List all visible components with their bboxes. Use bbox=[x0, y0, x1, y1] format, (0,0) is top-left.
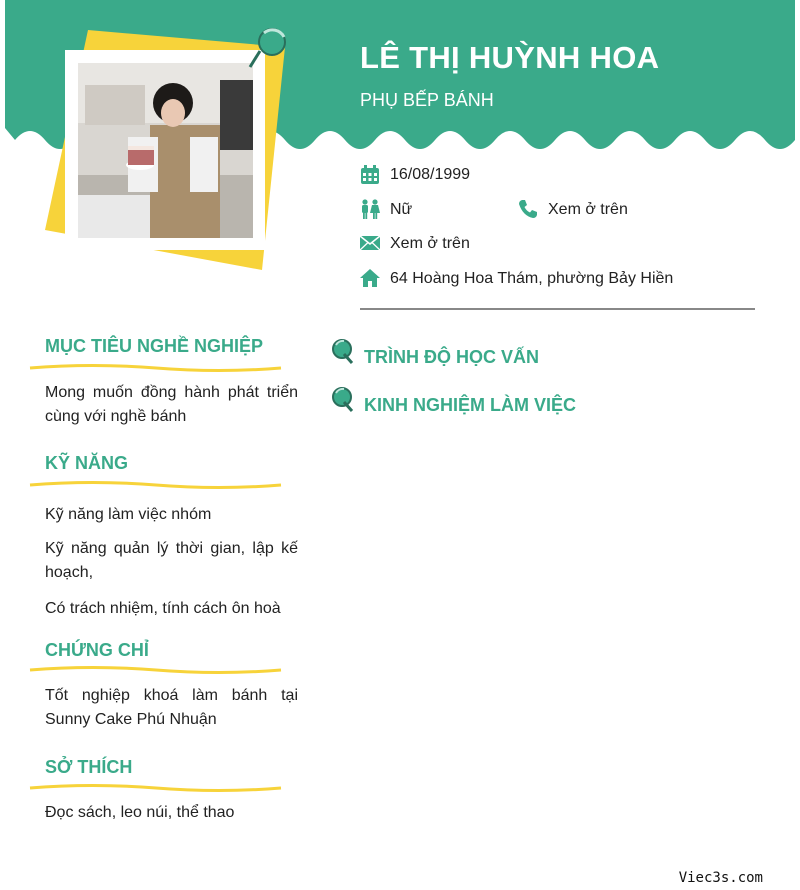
home-icon bbox=[360, 269, 380, 287]
avatar bbox=[78, 63, 253, 238]
dob-value: 16/08/1999 bbox=[390, 166, 471, 183]
skills-title: KỸ NĂNG bbox=[45, 453, 129, 473]
education-title: TRÌNH ĐỘ HỌC VẤN bbox=[364, 347, 539, 367]
candidate-name: LÊ THỊ HUỲNH HOA bbox=[360, 40, 660, 75]
skill-item: Kỹ năng quản lý thời gian, lập kế hoạch, bbox=[45, 540, 298, 581]
certificates-title: CHỨNG CHỈ bbox=[45, 640, 149, 660]
calendar-icon bbox=[360, 165, 380, 185]
pushpin-icon bbox=[328, 338, 356, 366]
objective-text: Mong muốn đồng hành phát triển cùng với nghề bánh bbox=[45, 384, 298, 425]
gender-value: Nữ bbox=[390, 201, 413, 218]
skills-underline bbox=[28, 479, 283, 491]
experience-title: KINH NGHIỆM LÀM VIỆC bbox=[364, 395, 577, 415]
phone-value: Xem ở trên bbox=[548, 201, 628, 218]
hobbies-text: Đọc sách, leo núi, thể thao bbox=[45, 804, 235, 821]
candidate-role: PHỤ BẾP BÁNH bbox=[360, 90, 494, 110]
certificates-underline bbox=[28, 664, 283, 676]
contact-divider bbox=[360, 308, 755, 310]
objective-title: MỤC TIÊU NGHỀ NGHIỆP bbox=[45, 336, 264, 356]
objective-underline bbox=[28, 362, 283, 374]
profile-photo-frame bbox=[40, 25, 290, 275]
hobbies-underline bbox=[28, 782, 283, 794]
pushpin-icon bbox=[328, 386, 356, 414]
skill-item: Kỹ năng làm việc nhóm bbox=[45, 506, 212, 523]
gender-icon bbox=[360, 199, 380, 219]
email-value: Xem ở trên bbox=[390, 235, 470, 252]
hobbies-title: SỞ THÍCH bbox=[45, 757, 133, 777]
skill-item: Có trách nhiệm, tính cách ôn hoà bbox=[45, 600, 281, 617]
footer-brand[interactable]: Viec3s.com bbox=[678, 870, 763, 886]
certificates-text: Tốt nghiệp khoá làm bánh tại Sunny Cake Phú Nhuận bbox=[45, 687, 298, 728]
email-icon bbox=[360, 235, 380, 251]
address-value: 64 Hoàng Hoa Thám, phường Bảy Hiền bbox=[390, 270, 674, 287]
phone-icon bbox=[518, 199, 538, 219]
